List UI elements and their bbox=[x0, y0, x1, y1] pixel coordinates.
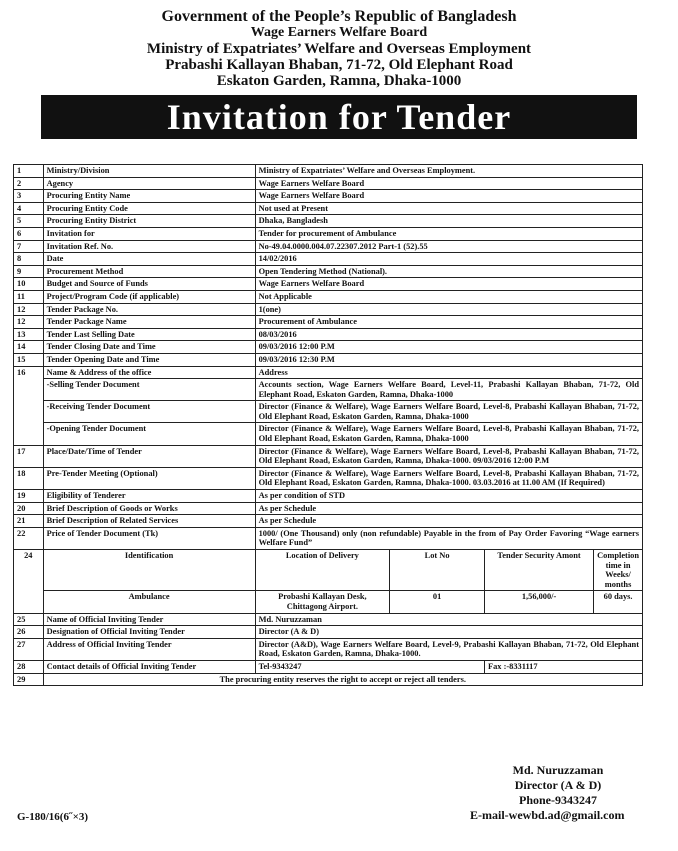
table-row bbox=[14, 490, 643, 503]
row-number: 12 bbox=[14, 303, 44, 316]
row-label: Invitation for bbox=[43, 227, 255, 240]
table-row bbox=[14, 445, 643, 467]
header-government: Government of the People’s Republic of Bangladesh bbox=[161, 8, 517, 25]
row-label: Tender Package Name bbox=[43, 316, 255, 329]
table-row bbox=[14, 353, 643, 366]
row-value: As per Schedule bbox=[255, 515, 642, 528]
notice-header bbox=[0, 8, 678, 89]
header-address-1: Prabashi Kallayan Bhaban, 71-72, Old Elephant Road bbox=[165, 57, 513, 73]
row-label: Procuring Entity Code bbox=[43, 202, 255, 215]
completion-time-cell: 60 days. bbox=[594, 591, 643, 613]
row-number: 18 bbox=[14, 467, 44, 489]
row-number: 24 bbox=[14, 550, 44, 614]
row-label: Invitation Ref. No. bbox=[43, 240, 255, 253]
row-label: Tender Closing Date and Time bbox=[43, 341, 255, 354]
table-subrow bbox=[14, 423, 643, 445]
row-value: Procurement of Ambulance bbox=[255, 316, 642, 329]
row-number: 7 bbox=[14, 240, 44, 253]
row-number: 8 bbox=[14, 253, 44, 266]
signatory-name: Md. Nuruzzaman bbox=[512, 763, 604, 777]
row-number: 10 bbox=[14, 278, 44, 291]
row-value: 14/02/2016 bbox=[255, 253, 642, 266]
table-row bbox=[14, 177, 643, 190]
row-value: 09/03/2016 12:30 P.M bbox=[255, 353, 642, 366]
row-label: Eligibility of Tenderer bbox=[43, 490, 255, 503]
lot-data-row bbox=[14, 591, 643, 613]
row-label: Price of Tender Document (Tk) bbox=[43, 527, 255, 549]
table-row bbox=[14, 613, 643, 626]
row-label: Name of Official Inviting Tender bbox=[43, 613, 255, 626]
ad-code: G-180/16(6˝×3) bbox=[17, 811, 89, 823]
table-row bbox=[14, 253, 643, 266]
row-value: 08/03/2016 bbox=[255, 328, 642, 341]
row-value: Director (Finance & Welfare), Wage Earners Welfare Board, Level-8, Prabashi Kallayan Bhaban, 71-72, Old Elephant Road, Eskaton Garden, Ramna, Dhaka-1000. 09/03/2016 12:00 P.M bbox=[255, 445, 642, 467]
contact-row bbox=[14, 660, 643, 673]
row-number: 9 bbox=[14, 265, 44, 278]
row-number: 1 bbox=[14, 165, 44, 178]
row-value: Dhaka, Bangladesh bbox=[255, 215, 642, 228]
table-row bbox=[14, 515, 643, 528]
table-row bbox=[14, 638, 643, 660]
table-row bbox=[14, 328, 643, 341]
table-row bbox=[14, 527, 643, 549]
tender-table bbox=[13, 164, 643, 686]
row-number: 11 bbox=[14, 290, 44, 303]
row-number: 25 bbox=[14, 613, 44, 626]
row-label: Brief Description of Goods or Works bbox=[43, 502, 255, 515]
row-number: 19 bbox=[14, 490, 44, 503]
location-header: Location of Delivery bbox=[255, 550, 390, 591]
row-number: 3 bbox=[14, 190, 44, 203]
row-label: Budget and Source of Funds bbox=[43, 278, 255, 291]
signature-block bbox=[470, 763, 638, 823]
row-number: 20 bbox=[14, 502, 44, 515]
lot-no-header: Lot No bbox=[390, 550, 485, 591]
row-number: 22 bbox=[14, 527, 44, 549]
table-row bbox=[14, 227, 643, 240]
table-row bbox=[14, 626, 643, 639]
row-value: Address bbox=[255, 366, 642, 379]
row-value: Director (A&D), Wage Earners Welfare Board, Level-9, Prabashi Kallayan Bhaban, 71-72, Old Elephant Road, Eskaton Garden, Ramna, Dhaka-1000. bbox=[255, 638, 642, 660]
subrow-value: Director (Finance & Welfare), Wage Earners Welfare Board, Level-8, Prabashi Kallayan Bhaban, 71-72, Old Elephant Road, Eskaton Garden, Ramna, Dhaka-1000 bbox=[255, 401, 642, 423]
telephone-cell: Tel-9343247 bbox=[255, 660, 484, 673]
header-board: Wage Earners Welfare Board bbox=[250, 25, 428, 40]
row-number: 16 bbox=[14, 366, 44, 445]
row-label: Date bbox=[43, 253, 255, 266]
table-row bbox=[14, 190, 643, 203]
row-number: 21 bbox=[14, 515, 44, 528]
row-label: Procurement Method bbox=[43, 265, 255, 278]
subrow-label: -Selling Tender Document bbox=[43, 379, 255, 401]
row-number: 26 bbox=[14, 626, 44, 639]
table-row bbox=[14, 502, 643, 515]
table-subrow bbox=[14, 379, 643, 401]
table-row bbox=[14, 278, 643, 291]
row-number: 15 bbox=[14, 353, 44, 366]
row-number: 17 bbox=[14, 445, 44, 467]
row-number: 29 bbox=[14, 673, 44, 686]
subrow-label: -Receiving Tender Document bbox=[43, 401, 255, 423]
row-label: Contact details of Official Inviting Tender bbox=[43, 660, 255, 673]
row-label: Project/Program Code (if applicable) bbox=[43, 290, 255, 303]
row-label: Procuring Entity District bbox=[43, 215, 255, 228]
table-row bbox=[14, 265, 643, 278]
table-row bbox=[14, 316, 643, 329]
row-value: Open Tendering Method (National). bbox=[255, 265, 642, 278]
header-ministry: Ministry of Expatriates’ Welfare and Overseas Employment bbox=[146, 41, 532, 57]
security-amount-header: Tender Security Amont bbox=[485, 550, 594, 591]
row-value: Wage Earners Welfare Board bbox=[255, 190, 642, 203]
row-number: 28 bbox=[14, 660, 44, 673]
row-label: Tender Opening Date and Time bbox=[43, 353, 255, 366]
subrow-value: Accounts section, Wage Earners Welfare Board, Level-11, Prabashi Kallayan Bhaban, 71-72, Old Elephant Road, Eskaton Garden, Ramna, Dhaka-1000 bbox=[255, 379, 642, 401]
row-label: Pre-Tender Meeting (Optional) bbox=[43, 467, 255, 489]
row-number: 5 bbox=[14, 215, 44, 228]
row-label: Name & Address of the office bbox=[43, 366, 255, 379]
table-row bbox=[14, 303, 643, 316]
row-label: Agency bbox=[43, 177, 255, 190]
signatory-title: Director (A & D) bbox=[514, 778, 602, 792]
table-subrow bbox=[14, 401, 643, 423]
invitation-banner: Invitation for Tender bbox=[41, 95, 637, 139]
row-value: Tender for procurement of Ambulance bbox=[255, 227, 642, 240]
row-value: No-49.04.0000.004.07.22307.2012 Part-1 (52).55 bbox=[255, 240, 642, 253]
reservation-row bbox=[14, 673, 643, 686]
row-label: Tender Last Selling Date bbox=[43, 328, 255, 341]
header-address-2: Eskaton Garden, Ramna, Dhaka-1000 bbox=[216, 73, 462, 89]
row-label: Ministry/Division bbox=[43, 165, 255, 178]
subrow-label: -Opening Tender Document bbox=[43, 423, 255, 445]
subrow-value: Director (Finance & Welfare), Wage Earners Welfare Board, Level-8, Prabashi Kallayan Bhaban, 71-72, Old Elephant Road, Eskaton Garden, Ramna, Dhaka-1000 bbox=[255, 423, 642, 445]
fax-cell: Fax :-8331117 bbox=[485, 660, 643, 673]
table-row bbox=[14, 467, 643, 489]
row-label: Designation of Official Inviting Tender bbox=[43, 626, 255, 639]
row-value: Director (Finance & Welfare), Wage Earners Welfare Board, Level-8, Prabashi Kallayan Bhaban, 71-72, Old Elephant Road, Eskaton Garden, Ramna, Dhaka-1000. 03.03.2016 at 11.00 AM (If Required) bbox=[255, 467, 642, 489]
row-value: Md. Nuruzzaman bbox=[255, 613, 642, 626]
row-value: Not used at Present bbox=[255, 202, 642, 215]
row-value: Wage Earners Welfare Board bbox=[255, 278, 642, 291]
lot-no-cell: 01 bbox=[390, 591, 485, 613]
row-number: 2 bbox=[14, 177, 44, 190]
row-value: 1000/ (One Thousand) only (non refundable) Payable in the from of Pay Order Favoring “Wage earners Welfare Fund” bbox=[255, 527, 642, 549]
table-row bbox=[14, 202, 643, 215]
row-value: 09/03/2016 12:00 P.M bbox=[255, 341, 642, 354]
signatory-phone: Phone-9343247 bbox=[519, 793, 597, 807]
row-label: Address of Official Inviting Tender bbox=[43, 638, 255, 660]
table-row bbox=[14, 240, 643, 253]
row-number: 27 bbox=[14, 638, 44, 660]
identification-cell: Ambulance bbox=[43, 591, 255, 613]
signatory-email: E-mail-wewbd.ad@gmail.com bbox=[470, 808, 625, 822]
row-label: Place/Date/Time of Tender bbox=[43, 445, 255, 467]
row-number: 6 bbox=[14, 227, 44, 240]
row-value: Wage Earners Welfare Board bbox=[255, 177, 642, 190]
tender-notice-page bbox=[0, 8, 678, 851]
table-row bbox=[14, 341, 643, 354]
row-value: Ministry of Expatriates’ Welfare and Overseas Employment. bbox=[255, 165, 642, 178]
completion-time-header: Completion time in Weeks/ months bbox=[594, 550, 643, 591]
row-value: 1(one) bbox=[255, 303, 642, 316]
row-number: 4 bbox=[14, 202, 44, 215]
table-row bbox=[14, 165, 643, 178]
row-number: 12 bbox=[14, 316, 44, 329]
row-label: Procuring Entity Name bbox=[43, 190, 255, 203]
row-number: 14 bbox=[14, 341, 44, 354]
reservation-note: The procuring entity reserves the right to accept or reject all tenders. bbox=[43, 673, 642, 686]
identification-header: Identification bbox=[43, 550, 255, 591]
table-row bbox=[14, 215, 643, 228]
row-label: Brief Description of Related Services bbox=[43, 515, 255, 528]
security-amount-cell: 1,56,000/- bbox=[485, 591, 594, 613]
lot-header-row bbox=[14, 550, 643, 591]
row-value: Not Applicable bbox=[255, 290, 642, 303]
table-row-office-address bbox=[14, 366, 643, 379]
location-cell: Probashi Kallayan Desk, Chittagong Airport. bbox=[255, 591, 390, 613]
row-value: Director (A & D) bbox=[255, 626, 642, 639]
row-value: As per Schedule bbox=[255, 502, 642, 515]
table-row bbox=[14, 290, 643, 303]
row-number: 13 bbox=[14, 328, 44, 341]
row-label: Tender Package No. bbox=[43, 303, 255, 316]
row-value: As per condition of STD bbox=[255, 490, 642, 503]
